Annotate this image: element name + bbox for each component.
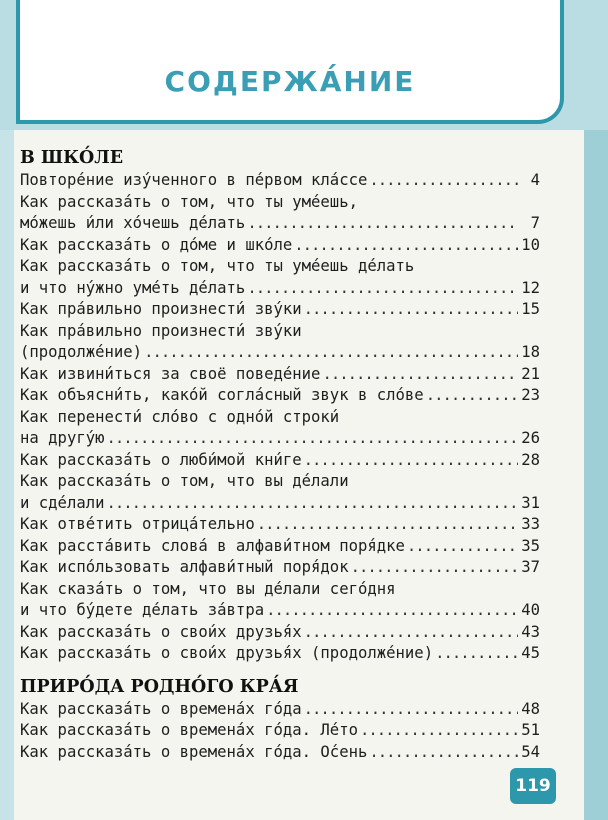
toc-entry-title: (продолже́ние) [20,343,143,361]
toc-entry-page-number: 15 [521,300,540,318]
toc-entry [20,213,540,235]
toc-entry-title: Как рассказа́ть о свои́х друзья́х (продолже́ние) [20,644,434,662]
dot-leader [351,557,518,579]
dot-leader [294,235,518,257]
toc-entry [20,720,540,742]
toc-entry-page-number: 40 [521,601,540,619]
toc-entry [20,699,540,721]
dot-leader [435,643,518,665]
toc-entry [20,450,540,472]
toc-entry-page-number: 23 [521,386,540,404]
toc-entry-page-number: 18 [521,343,540,361]
toc-entry-title: Как рассказа́ть о времена́х го́да. Ле́то [20,721,358,739]
toc-entry-title: Как рассказа́ть о до́ме и шко́ле [20,235,293,254]
toc-entry [20,536,540,558]
toc-entry [20,643,540,665]
toc-entry-title: Как рассказа́ть о том, что ты уме́ешь, [20,192,358,211]
dot-leader [107,493,519,515]
title-box [16,0,564,124]
toc-entry [20,579,540,601]
dot-leader [407,536,518,558]
dot-leader [369,742,518,764]
toc-entry-title: Как пра́вильно произнести́ зву́ки [20,300,302,318]
toc-entry-page-number: 28 [521,450,540,469]
page-title: СОДЕРЖА́НИЕ [164,65,416,98]
toc-entry-page-number: 21 [521,364,540,383]
toc-entry-title: Как рассказа́ть о времена́х го́да. О́сень [20,742,368,761]
dot-leader [369,170,518,192]
dot-leader [426,385,518,407]
toc-entry-title: Как рассказа́ть о том, что вы де́лали [20,472,349,490]
toc-entry-title: мо́жешь и́ли хо́чешь де́лать [20,214,246,232]
toc-entry-title: на другу́ю [20,429,105,447]
toc-entry-title: Как извини́ться за своё поведе́ние [20,364,321,383]
toc-entry [20,428,540,450]
dot-leader [247,213,518,235]
toc-entry-page-number: 45 [521,644,540,662]
dot-leader [304,299,518,321]
dot-leader [144,342,518,364]
toc-entry-page-number: 51 [521,721,540,739]
toc-entry [20,407,540,429]
dot-leader [304,622,518,644]
toc-entry [20,256,540,278]
toc-entry-title: Как рассказа́ть о свои́х друзья́х [20,622,302,641]
toc-entry-page-number: 33 [521,515,540,533]
toc-entry-title: Как перенести́ сло́во с одно́й строки́ [20,407,340,426]
toc-entry-page-number: 35 [521,536,540,555]
toc-entry-title: Как расста́вить слова́ в алфави́тном поря́дке [20,536,405,555]
toc-entry-title: Как отве́тить отрица́тельно [20,515,255,533]
toc-entry-title: Как сказа́ть о том, что вы де́лали сего́дня [20,579,396,598]
toc-entry-title: Как объясни́ть, како́й согла́сный звук в сло́ве [20,386,424,404]
toc-entry-page-number: 12 [521,278,540,297]
toc-entry [20,299,540,321]
toc-entry-title: Как рассказа́ть о люби́мой кни́ге [20,450,302,469]
table-of-contents [20,146,540,763]
dot-leader [304,699,518,721]
toc-entry-page-number: 37 [521,558,540,576]
dot-leader [247,278,518,300]
toc-entry-title: и сде́лали [20,493,105,512]
toc-entry-page-number: 43 [521,622,540,641]
dot-leader [304,450,518,472]
toc-entry [20,622,540,644]
toc-entry-title: и что ну́жно уме́ть де́лать [20,278,246,297]
toc-entry [20,514,540,536]
toc-entry [20,471,540,493]
toc-entry [20,170,540,192]
toc-entry [20,321,540,343]
toc-entry-page-number: 31 [521,493,540,512]
toc-entry [20,742,540,764]
toc-entry-page-number: 7 [530,214,540,232]
toc-entry [20,278,540,300]
section-heading: ПРИРО́ДА РОДНО́ГО КРА́Я [20,676,299,697]
toc-entry-page-number: 54 [521,742,540,761]
toc-entry-page-number: 4 [530,171,540,189]
toc-entry-title: Как рассказа́ть о том, что ты уме́ешь де́лать [20,257,415,275]
toc-entry [20,342,540,364]
toc-entry-title: Как пра́вильно произнести́ зву́ки [20,321,302,340]
toc-entry [20,364,540,386]
toc-entry-page-number: 26 [521,429,540,447]
toc-entry-title: Как испо́льзовать алфави́тный поря́док [20,558,349,576]
toc-entry-page-number: 10 [521,235,540,254]
dot-leader [266,600,518,622]
toc-entry-title: и что бу́дете де́лать за́втра [20,601,265,619]
toc-entry [20,385,540,407]
toc-entry-page-number: 48 [521,699,540,718]
section-heading: В ШКО́ЛЕ [20,148,124,168]
toc-entry [20,192,540,214]
dot-leader [360,720,518,742]
dot-leader [322,364,518,386]
dot-leader [107,428,519,450]
toc-entry [20,493,540,515]
page-number-badge: 119 [510,768,556,804]
toc-entry-title: Как рассказа́ть о времена́х го́да [20,699,302,718]
toc-entry [20,557,540,579]
toc-entry-title: Повторе́ние изу́ченного в пе́рвом кла́ссе [20,171,368,189]
toc-entry [20,600,540,622]
toc-entry [20,235,540,257]
dot-leader [257,514,518,536]
